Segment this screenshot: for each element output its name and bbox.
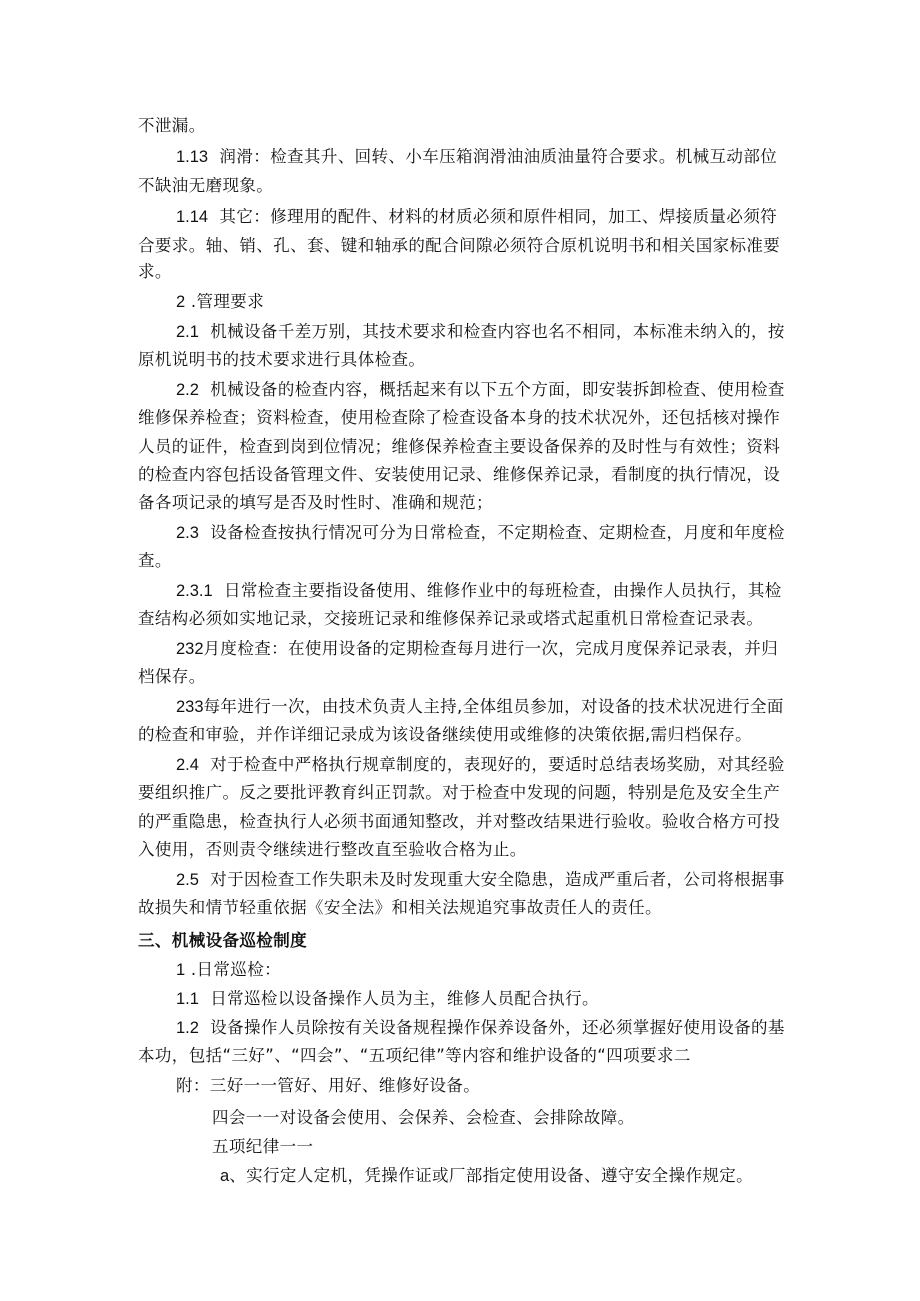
- text-line: 要组织推广。反之要批评教育纠正罚款。对于检查中发现的问题，特别是危及安全生产: [138, 783, 781, 802]
- clause-2-4: 2.4 对于检查中严格执行规章制度的，表现好的，要适时总结表场奖励，对其经验: [176, 755, 785, 774]
- five-disciplines-line: 五项纪律一一: [212, 1137, 314, 1156]
- subsection-1-title: 1 .日常巡检：: [176, 960, 281, 979]
- discipline-a: a、实行定人定机，凭操作证或厂部指定使用设备、遵守安全操作规定。: [220, 1166, 754, 1185]
- appendix-three-good: 附：三好一一管好、用好、维修好设备。: [176, 1076, 481, 1095]
- text-line: 原机说明书的技术要求进行具体检查。: [138, 350, 426, 369]
- text-line: 维修保养检查；资料检查，使用检查除了检查设备本身的技术状况外，还包括核对操作: [138, 408, 781, 427]
- clause-1-14: 1.14 其它：修理用的配件、材料的材质必须和原件相同，加工、焊接质量必须符: [176, 207, 778, 226]
- clause-1-13: 1.13 润滑：检查其升、回转、小车压箱润滑油油质油量符合要求。机械互动部位: [176, 147, 778, 166]
- text-line: 不泄漏。: [138, 116, 206, 135]
- clause-1-2: 1.2 设备操作人员除按有关设备规程操作保养设备外，还必须掌握好使用设备的基: [176, 1018, 785, 1037]
- text-line: 的检查内容包括设备管理文件、安装使用记录、维修保养记录，看制度的执行情况，设: [138, 465, 781, 484]
- text-line: 人员的证件，检查到岗到位情况；维修保养检查主要设备保养的及时性与有效性；资料: [138, 437, 781, 456]
- text-line: 入使用，否则责令继续进行整改直至验收合格为止。: [138, 840, 527, 859]
- text-line: 查结构必须如实地记录，交接班记录和维修保养记录或塔式起重机日常检查记录表。: [138, 609, 764, 628]
- text-line: 合要求。轴、销、孔、套、键和轴承的配合间隙必须符合原机说明书和相关国家标准要: [138, 236, 781, 255]
- text-line: 本功，包括“三好”、“四会”、“五项纪律”等内容和维护设备的“四项要求二: [138, 1046, 691, 1065]
- clause-2-5: 2.5 对于因检查工作失职未及时发现重大安全隐患，造成严重后者，公司将根据事: [176, 870, 785, 889]
- text-line: 档保存。: [138, 667, 206, 686]
- text-line: 故损失和情节轻重依据《安全法》和相关法规追究事故责任人的责任。: [138, 898, 662, 917]
- four-skills-line: 四会一一对设备会使用、会保养、会检查、会排除故障。: [212, 1108, 635, 1127]
- clause-2-1: 2.1 机械设备千差万别，其技术要求和检查内容也名不相同，本标准未纳入的，按: [176, 322, 785, 341]
- text-line: 的检查和审验，并作详细记录成为该设备继续使用或维修的决策依据,需归档保存。: [138, 725, 753, 744]
- section-2-title: 2 .管理要求: [176, 292, 265, 311]
- clause-2-3-3: 233每年进行一次，由技术负责人主持,全体组员参加，对设备的技术状况进行全面: [176, 697, 784, 716]
- clause-2-3: 2.3 设备检查按执行情况可分为日常检查，不定期检查、定期检查，月度和年度检: [176, 523, 785, 542]
- text-line: 的严重隐患，检查执行人必须书面通知整改，并对整改结果进行验收。验收合格方可投: [138, 812, 781, 831]
- clause-2-3-1: 2.3.1 日常检查主要指设备使用、维修作业中的每班检查，由操作人员执行，其检: [176, 581, 782, 600]
- clause-2-3-2: 232月度检查：在使用设备的定期检查每月进行一次，完成月度保养记录表，并归: [176, 639, 779, 658]
- text-line: 查。: [138, 551, 172, 570]
- clause-2-2: 2.2 机械设备的检查内容，概括起来有以下五个方面，即安装拆卸检查、使用检查: [176, 380, 785, 399]
- text-line: 求。: [138, 262, 172, 281]
- section-3-heading: 三、机械设备巡检制度: [138, 931, 307, 950]
- text-line: 不缺油无磨现象。: [138, 176, 274, 195]
- text-line: 备各项记录的填写是否及时性时、准确和规范；: [138, 493, 493, 512]
- clause-1-1: 1.1 日常巡检以设备操作人员为主，维修人员配合执行。: [176, 989, 599, 1008]
